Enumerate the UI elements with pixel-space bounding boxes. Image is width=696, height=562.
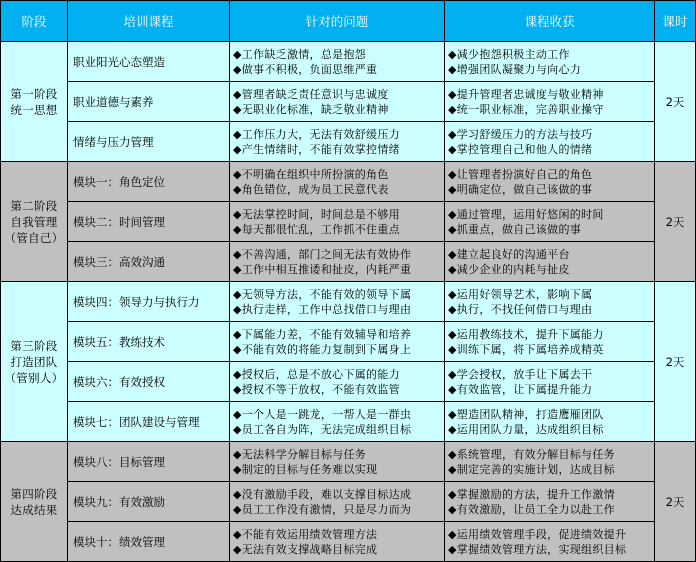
problems-cell	[230, 122, 445, 162]
gains-cell	[445, 402, 655, 442]
table-row	[1, 162, 696, 202]
problem-line: ◆授权后，总是不放心下属的能力	[233, 367, 400, 381]
gain-line: ◆学习舒缓压力的方法与技巧	[448, 127, 593, 141]
course-cell: 模块十：绩效管理	[68, 522, 230, 562]
problem-line: ◆授权不等于放权，不能有效监管	[233, 382, 400, 396]
stage-line: 第四阶段	[10, 486, 58, 501]
gains-cell	[445, 282, 655, 322]
gain-line: ◆有效激励，让员工全力以赴工作	[448, 502, 615, 516]
stage-cell	[1, 282, 68, 442]
problems-cell	[230, 402, 445, 442]
gains-cell	[445, 82, 655, 122]
problem-line: ◆无领导方法，不能有效的领导下属	[233, 287, 412, 301]
header-gains: 课程收获	[445, 1, 655, 42]
problem-line: ◆不能有效运用绩效管理方法	[233, 527, 378, 541]
course-cell: 模块七：团队建设与管理	[68, 402, 230, 442]
gain-line: ◆训练下属，将下属培养成精英	[448, 342, 604, 356]
header-stage: 阶段	[1, 1, 68, 42]
problem-line: ◆一个人是一跳龙，一帮人是一群虫	[233, 407, 412, 421]
problem-line: ◆工作中相互推诿和扯皮，内耗严重	[233, 262, 412, 276]
course-cell: 模块六：有效授权	[68, 362, 230, 402]
problems-cell	[230, 82, 445, 122]
table-row	[1, 122, 696, 162]
table-row	[1, 42, 696, 82]
stage-line: 第三阶段	[10, 338, 58, 353]
header-course: 培训课程	[68, 1, 230, 42]
gain-line: ◆学会授权，放手让下属去干	[448, 367, 593, 381]
gains-cell	[445, 42, 655, 82]
gains-cell	[445, 162, 655, 202]
problem-line: ◆管理者缺乏责任意识与忠诚度	[233, 87, 389, 101]
problem-line: ◆工作压力大，无法有效舒缓压力	[233, 127, 400, 141]
table-row	[1, 442, 696, 482]
stage-cell	[1, 162, 68, 282]
gains-cell	[445, 242, 655, 282]
problems-cell	[230, 202, 445, 242]
table-row	[1, 202, 696, 242]
hours-cell: 2天	[655, 442, 696, 562]
stage-cell	[1, 442, 68, 562]
gain-line: ◆统一职业标准，完善职业操守	[448, 102, 604, 116]
problem-line: ◆制定的目标与任务难以实现	[233, 462, 378, 476]
course-cell: 模块八：目标管理	[68, 442, 230, 482]
problem-line: ◆角色错位，成为员工民意代表	[233, 182, 389, 196]
problem-line: ◆不明确在组织中所扮演的角色	[233, 167, 389, 181]
problems-cell	[230, 522, 445, 562]
gains-cell	[445, 442, 655, 482]
stage-line: 统一思想	[10, 102, 58, 117]
course-cell: 模块一：角色定位	[68, 162, 230, 202]
course-cell: 模块九：有效激励	[68, 482, 230, 522]
gain-line: ◆运用教练技术，提升下属能力	[448, 327, 604, 341]
problem-line: ◆每天都很忙乱，工作抓不住重点	[233, 222, 400, 236]
gain-line: ◆抓重点，做自己该做的事	[448, 222, 582, 236]
gain-line: ◆掌控管理自己和他人的情绪	[448, 142, 593, 156]
gain-line: ◆减少企业的内耗与扯皮	[448, 262, 570, 276]
gain-line: ◆建立起良好的沟通平台	[448, 247, 570, 261]
problems-cell	[230, 242, 445, 282]
course-cell: 职业道德与素养	[68, 82, 230, 122]
problems-cell	[230, 442, 445, 482]
hours-cell: 2天	[655, 162, 696, 282]
table-row	[1, 522, 696, 562]
gains-cell	[445, 362, 655, 402]
gain-line: ◆塑造团队精神，打造鹰雁团队	[448, 407, 604, 421]
table-row	[1, 282, 696, 322]
gains-cell	[445, 202, 655, 242]
header-problems: 针对的问题	[230, 1, 445, 42]
course-cell: 情绪与压力管理	[68, 122, 230, 162]
problem-line: ◆工作缺乏激情，总是抱怨	[233, 47, 367, 61]
gain-line: ◆减少抱怨积极主动工作	[448, 47, 570, 61]
problem-line: ◆无法掌控时间，时间总是不够用	[233, 207, 400, 221]
problem-line: ◆无法科学分解目标与任务	[233, 447, 367, 461]
gain-line: ◆制定完善的实施计划，达成目标	[448, 462, 615, 476]
course-cell: 模块二：时间管理	[68, 202, 230, 242]
gain-line: ◆运用团队力量，达成组织目标	[448, 422, 604, 436]
gain-line: ◆明确定位，做自己该做的事	[448, 182, 593, 196]
hours-cell: 2天	[655, 42, 696, 162]
problems-cell	[230, 162, 445, 202]
gain-line: ◆增强团队凝聚力与向心力	[448, 62, 582, 76]
problem-line: ◆执行走样，工作中总找借口与理由	[233, 302, 412, 316]
gains-cell	[445, 482, 655, 522]
table-row	[1, 322, 696, 362]
gain-line: ◆掌握激励的方法，提升工作激情	[448, 487, 615, 501]
stage-line: （管自己）	[4, 230, 64, 245]
problem-line: ◆做事不积极，负面思维严重	[233, 62, 378, 76]
stage-line: 第二阶段	[10, 198, 58, 213]
table-row	[1, 362, 696, 402]
course-cell: 职业阳光心态塑造	[68, 42, 230, 82]
problems-cell	[230, 42, 445, 82]
stage-line: 自我管理	[10, 214, 58, 229]
header-hours: 课时	[655, 1, 696, 42]
problem-line: ◆无职业化标准，缺乏敬业精神	[233, 102, 389, 116]
problem-line: ◆员工各自为阵，无法完成组织目标	[233, 422, 412, 436]
table-row	[1, 242, 696, 282]
problems-cell	[230, 482, 445, 522]
stage-line: 第一阶段	[10, 86, 58, 101]
problems-cell	[230, 362, 445, 402]
table-row	[1, 482, 696, 522]
course-cell: 模块四：领导力与执行力	[68, 282, 230, 322]
stage-line: 达成结果	[10, 502, 58, 517]
gain-line: ◆运用绩效管理手段，促进绩效提升	[448, 527, 627, 541]
hours-cell: 2天	[655, 282, 696, 442]
table-row	[1, 402, 696, 442]
problem-line: ◆无法有效支撑战略目标完成	[233, 542, 378, 556]
problem-line: ◆不能有效的将能力复制到下属身上	[233, 342, 412, 356]
problem-line: ◆没有激励手段，难以支撑目标达成	[233, 487, 412, 501]
gain-line: ◆提升管理者忠诚度与敬业精神	[448, 87, 604, 101]
gain-line: ◆执行，不找任何借口与理由	[448, 302, 593, 316]
table-row	[1, 82, 696, 122]
stage-line: 打造团队	[10, 354, 58, 369]
problem-line: ◆产生情绪时，不能有效掌控情绪	[233, 142, 400, 156]
problem-line: ◆不善沟通，部门之间无法有效协作	[233, 247, 412, 261]
gain-line: ◆运用好领导艺术，影响下属	[448, 287, 593, 301]
course-cell: 模块五：教练技术	[68, 322, 230, 362]
gain-line: ◆通过管理，运用好悠闲的时间	[448, 207, 604, 221]
problem-line: ◆员工工作没有激情，只是尽力而为	[233, 502, 412, 516]
stage-line: （管别人）	[4, 370, 64, 385]
header-row	[1, 1, 696, 42]
gain-line: ◆有效监管，让下属提升能力	[448, 382, 593, 396]
problems-cell	[230, 322, 445, 362]
gains-cell	[445, 522, 655, 562]
course-cell: 模块三：高效沟通	[68, 242, 230, 282]
gains-cell	[445, 122, 655, 162]
problem-line: ◆下属能力差，不能有效辅导和培养	[233, 327, 412, 341]
gain-line: ◆系统管理，有效分解目标与任务	[448, 447, 615, 461]
stage-cell	[1, 42, 68, 162]
gains-cell	[445, 322, 655, 362]
problems-cell	[230, 282, 445, 322]
gain-line: ◆让管理者扮演好自己的角色	[448, 167, 593, 181]
gain-line: ◆掌握绩效管理方法，实现组织目标	[448, 542, 627, 556]
